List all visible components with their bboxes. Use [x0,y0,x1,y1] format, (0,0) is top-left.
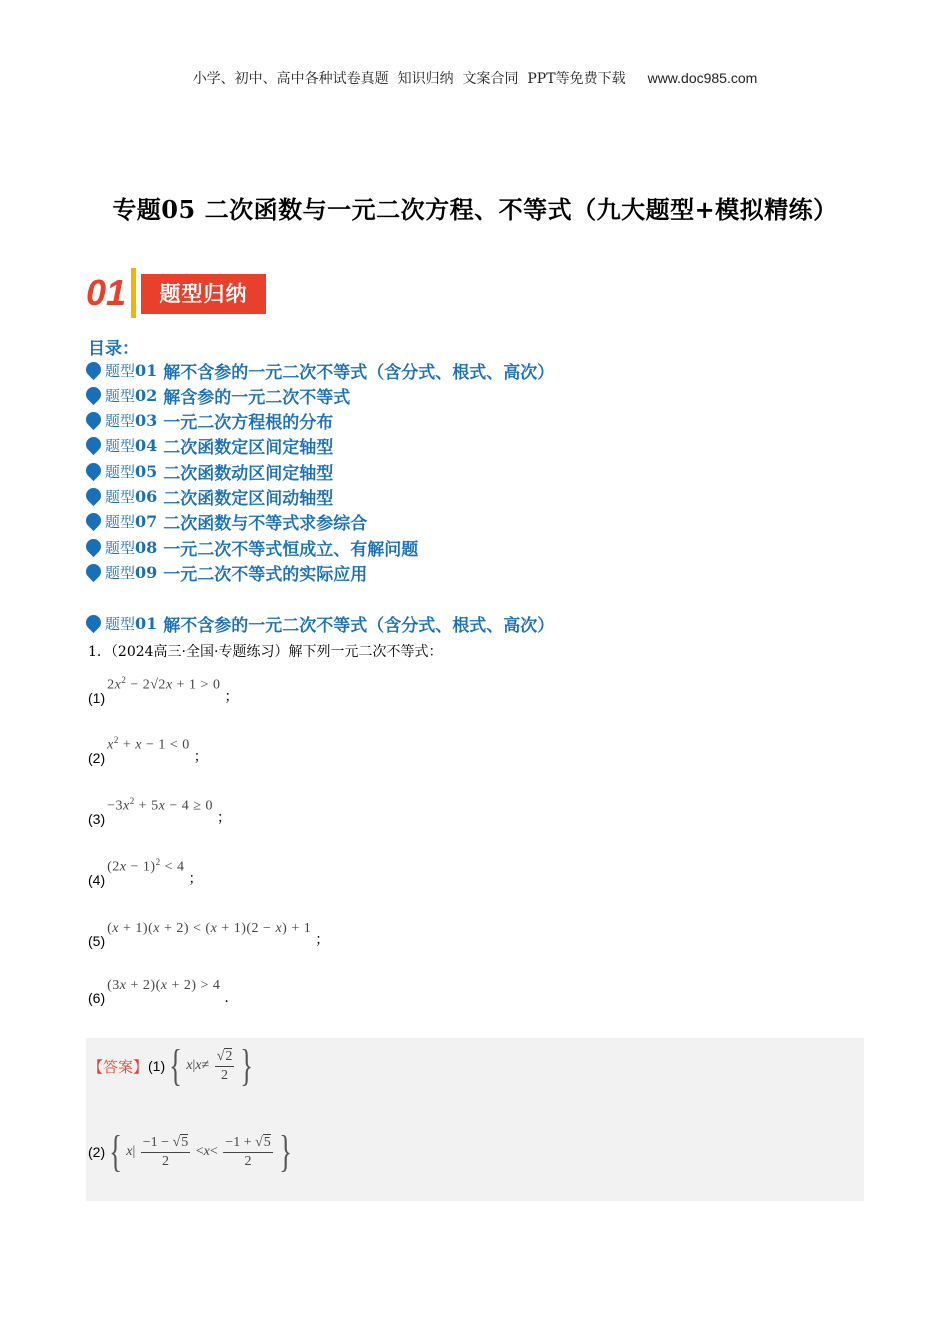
math-formula: (3x + 2)(x + 2) > 4 [107,978,221,993]
pin-icon [83,434,104,455]
pin-icon [83,384,104,405]
pin-icon [83,561,104,582]
toc-tag: 题型02 [105,385,158,405]
toc-item-05[interactable] [86,459,333,483]
toc-tag: 题型03 [105,411,158,431]
toc-item-01[interactable] [86,358,554,382]
toc-item-text: 二次函数定区间动轴型 [163,489,334,509]
toc-item-06[interactable] [86,485,333,509]
answer-part-2 [88,1127,296,1176]
toc-item-text: 解含参的一元二次不等式 [163,387,351,408]
math-formula: $-3x^2 + 5x - 4 \ge 0$ [107,796,213,814]
problem-part-3 [88,796,231,827]
part-punct: ； [315,932,330,948]
problem-part-5 [88,921,330,949]
problem-part-2 [88,735,208,766]
toc-item-03[interactable] [86,409,333,433]
pin-icon [83,510,104,531]
part-label: (2) [88,750,106,766]
question-stem: 解下列一元二次不等式： [288,644,443,660]
answer-label: 【答案】 [88,1057,149,1076]
toc-tag: 题型09 [105,562,158,582]
toc-tag: 题型08 [105,537,158,557]
toc-tag: 题型01 [105,360,158,380]
toc-item-08[interactable] [86,535,418,559]
math-formula: $2x^2 - 2√2x + 1 > 0$ [107,675,221,693]
pin-icon [83,611,104,632]
math-formula: $(2x - 1)^2 < 4$ [107,857,185,875]
problem-part-1 [88,675,239,706]
pin-icon [83,485,104,506]
page-header [0,68,950,88]
problem-part-4 [88,857,203,888]
question-1-header [88,641,442,661]
toc-item-02[interactable] [86,383,350,407]
pin-icon [83,358,104,379]
toc-tag: 题型04 [105,436,158,456]
header-text: 小学、初中、高中各种试卷真题 知识归纳 文案合同 PPT等免费下载 [192,71,626,87]
pin-icon [83,409,104,430]
section-badge-label: 题型归纳 [141,274,266,314]
section-heading-text: 解不含参的一元二次不等式（含分式、根式、高次） [163,615,555,636]
toc-item-text: 二次函数与不等式求参综合 [163,514,368,535]
question-number: 1． [88,644,111,660]
math-formula: $x^2 + x - 1 < 0$ [107,735,190,753]
part-punct: ； [216,810,231,826]
toc-item-text: 二次函数定区间定轴型 [163,438,334,459]
answer-formula: { x | x ≠ $\frac{√2}{2}$ } [169,1041,254,1090]
part-punct: ； [188,871,203,887]
toc-item-text: 一元二次方程根的分布 [163,413,334,434]
pin-icon [83,535,104,556]
answer-part-label: (1) [148,1058,166,1074]
page-title: 专题05 二次函数与一元二次方程、不等式（九大题型+模拟精练） [112,195,838,224]
answer-part-label: (2) [88,1144,106,1160]
toc-title: 目录： [88,339,139,359]
part-label: (3) [88,811,106,827]
part-punct: ； [193,749,208,765]
answer-part-1 [88,1041,258,1090]
header-url[interactable]: www.doc985.com [647,70,758,86]
toc-item-text: 解不含参的一元二次不等式（含分式、根式、高次） [163,362,555,383]
section-badge-divider [131,268,136,318]
section-heading-01 [86,611,554,635]
part-label: (1) [88,690,106,706]
toc-item-09[interactable] [86,560,367,584]
part-label: (4) [88,872,106,888]
answer-formula: { x | $\frac{-1 - √5}{2}$ < x < $\frac{-1 + √5}{2}$ } [109,1127,292,1176]
toc-tag: 题型06 [105,487,158,506]
toc-item-04[interactable] [86,434,333,458]
part-label: (5) [88,933,106,949]
toc-item-text: 一元二次不等式恒成立、有解问题 [163,539,419,560]
part-label: (6) [88,990,106,1006]
math-formula: (x + 1)(x + 2) < (x + 1)(2 − x) + 1 [107,921,312,936]
problem-part-6 [88,978,229,1006]
section-tag: 题型01 [105,613,158,633]
section-badge-number: 01 [86,272,127,313]
question-source: （2024高三·全国·专题练习） [110,644,289,660]
toc-item-07[interactable] [86,510,367,534]
toc-item-text: 二次函数动区间定轴型 [163,463,334,484]
toc-tag: 题型05 [105,461,158,481]
toc-item-text: 一元二次不等式的实际应用 [163,564,368,585]
pin-icon [83,460,104,481]
part-punct: . [224,990,229,1006]
part-punct: ； [224,689,239,705]
toc-tag: 题型07 [105,512,158,532]
